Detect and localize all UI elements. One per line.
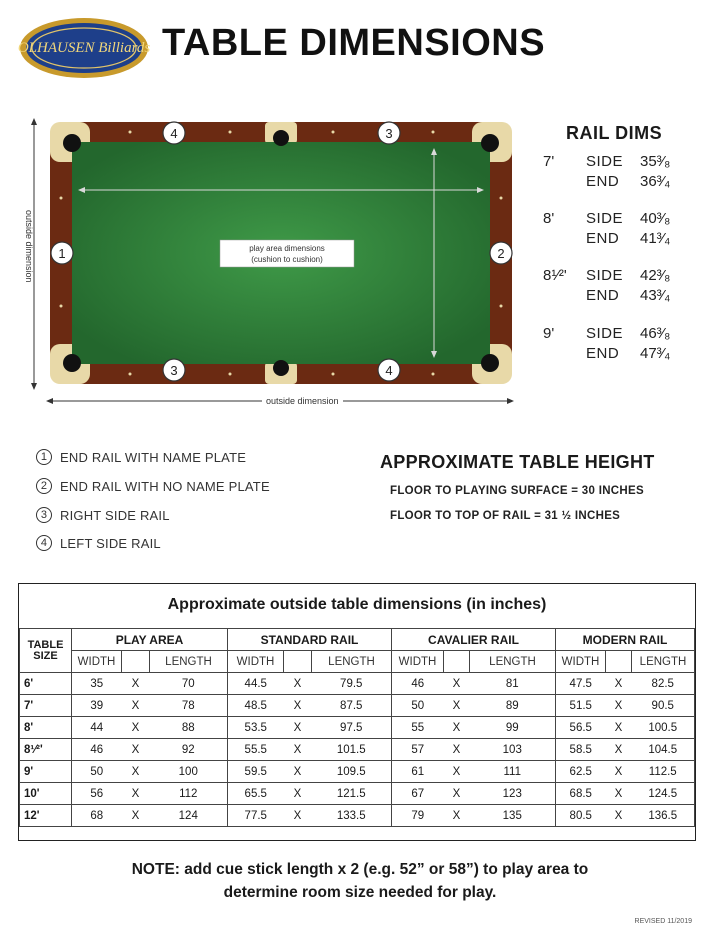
table-size-cell: 10'	[20, 783, 72, 805]
width-cell: 50	[392, 695, 444, 717]
height-top-of-rail: FLOOR TO TOP OF RAIL = 31 ½ INCHES	[390, 510, 621, 522]
times-cell: X	[606, 783, 632, 805]
times-cell: X	[122, 805, 150, 827]
width-cell: 51.5	[556, 695, 606, 717]
table-row	[20, 739, 695, 761]
rail-dims-side-label: SIDE	[586, 267, 624, 284]
length-cell: 92	[150, 739, 228, 761]
dimensions-grid	[19, 628, 695, 827]
table-row	[20, 717, 695, 739]
width-cell: 79	[392, 805, 444, 827]
table-size-cell: 7'	[20, 695, 72, 717]
length-cell: 136.5	[632, 805, 695, 827]
dimensions-body	[20, 673, 695, 827]
times-cell: X	[444, 805, 470, 827]
times-cell: X	[284, 783, 312, 805]
group-header: PLAY AREA	[72, 629, 228, 651]
legend-number: 3	[36, 507, 52, 523]
rail-dims-side-value: 46³⁄₈	[640, 325, 671, 342]
length-cell: 82.5	[632, 673, 695, 695]
width-cell: 58.5	[556, 739, 606, 761]
rail-marker-top-left: 4	[170, 126, 178, 141]
rail-marker-right-end: 2	[497, 246, 505, 261]
pocket	[481, 354, 499, 372]
times-cell: X	[122, 739, 150, 761]
legend-label: LEFT SIDE RAIL	[60, 535, 161, 551]
rail-dims-side-label: SIDE	[586, 325, 624, 342]
width-cell: 50	[72, 761, 122, 783]
length-cell: 87.5	[312, 695, 392, 717]
legend-item	[36, 478, 270, 494]
table-size-cell: 8'	[20, 717, 72, 739]
table-row	[20, 695, 695, 717]
times-cell: X	[444, 761, 470, 783]
times-cell: X	[444, 695, 470, 717]
logo-text: OLHAUSEN Billiards	[18, 40, 150, 56]
times-cell: X	[606, 739, 632, 761]
rail-dims-size: 8¹⁄²'	[543, 267, 567, 284]
table-row	[20, 761, 695, 783]
size-header: TABLE SIZE	[20, 629, 72, 673]
length-cell: 133.5	[312, 805, 392, 827]
times-cell: X	[284, 739, 312, 761]
rail-dims-side-value: 35³⁄₈	[640, 153, 671, 170]
rail-dims-end-label: END	[586, 230, 620, 247]
rail-dims-side-value: 42³⁄₈	[640, 267, 671, 284]
length-cell: 89	[470, 695, 556, 717]
table-size-cell: 6'	[20, 673, 72, 695]
width-header: WIDTH	[392, 651, 444, 673]
length-cell: 109.5	[312, 761, 392, 783]
width-cell: 44.5	[228, 673, 284, 695]
times-cell: X	[444, 783, 470, 805]
times-cell: X	[606, 761, 632, 783]
pocket	[481, 134, 499, 152]
times-cell: X	[606, 695, 632, 717]
table-size-cell: 8¹⁄²'	[20, 739, 72, 761]
note-line2: determine room size needed for play.	[223, 884, 497, 901]
rail-dims-end-value: 36³⁄₄	[640, 173, 671, 190]
times-cell: X	[284, 717, 312, 739]
times-cell: X	[444, 739, 470, 761]
length-cell: 135	[470, 805, 556, 827]
rail-dims-end-value: 43³⁄₄	[640, 287, 671, 304]
pocket	[273, 360, 289, 376]
rail-dims-size: 7'	[543, 153, 555, 170]
length-cell: 121.5	[312, 783, 392, 805]
table-size-cell: 12'	[20, 805, 72, 827]
length-cell: 78	[150, 695, 228, 717]
width-cell: 46	[72, 739, 122, 761]
dimensions-table	[18, 583, 696, 841]
length-cell: 123	[470, 783, 556, 805]
length-cell: 100	[150, 761, 228, 783]
length-cell: 97.5	[312, 717, 392, 739]
times-cell: X	[284, 695, 312, 717]
rail-marker-top-right: 3	[385, 126, 393, 141]
table-row	[20, 805, 695, 827]
rail-marker-bottom-left: 3	[170, 363, 178, 378]
length-cell: 103	[470, 739, 556, 761]
times-cell: X	[122, 783, 150, 805]
width-cell: 46	[392, 673, 444, 695]
group-header: CAVALIER RAIL	[392, 629, 556, 651]
width-cell: 44	[72, 717, 122, 739]
width-cell: 68	[72, 805, 122, 827]
times-cell: X	[284, 805, 312, 827]
times-cell: X	[284, 673, 312, 695]
rail-dims-side-label: SIDE	[586, 210, 624, 227]
rail-dims-title: RAIL DIMS	[566, 123, 663, 143]
times-cell: X	[444, 717, 470, 739]
table-size-cell: 9'	[20, 761, 72, 783]
table-height-title: APPROXIMATE TABLE HEIGHT	[380, 452, 655, 472]
length-cell: 112.5	[632, 761, 695, 783]
length-cell: 79.5	[312, 673, 392, 695]
length-cell: 70	[150, 673, 228, 695]
times-cell: X	[606, 673, 632, 695]
legend-number: 4	[36, 535, 52, 551]
note	[60, 858, 660, 904]
page-title: TABLE DIMENSIONS	[162, 22, 546, 64]
length-cell: 88	[150, 717, 228, 739]
width-cell: 57	[392, 739, 444, 761]
width-cell: 62.5	[556, 761, 606, 783]
width-cell: 53.5	[228, 717, 284, 739]
times-cell: X	[444, 673, 470, 695]
length-cell: 90.5	[632, 695, 695, 717]
legend-item	[36, 449, 246, 465]
length-cell: 99	[470, 717, 556, 739]
length-cell: 124.5	[632, 783, 695, 805]
length-cell: 112	[150, 783, 228, 805]
pocket	[63, 354, 81, 372]
rail-dims-end-value: 41³⁄₄	[640, 230, 671, 247]
legend-label: END RAIL WITH NO NAME PLATE	[60, 478, 270, 494]
pocket	[63, 134, 81, 152]
rail-marker-bottom-right: 4	[385, 363, 393, 378]
width-header: WIDTH	[72, 651, 122, 673]
rail-dims-end-value: 47³⁄₄	[640, 345, 671, 362]
group-header: STANDARD RAIL	[228, 629, 392, 651]
length-cell: 81	[470, 673, 556, 695]
pocket	[273, 130, 289, 146]
width-cell: 77.5	[228, 805, 284, 827]
length-header: LENGTH	[150, 651, 228, 673]
height-playing-surface: FLOOR TO PLAYING SURFACE = 30 INCHES	[390, 485, 644, 497]
legend-number: 2	[36, 478, 52, 494]
rail-dims-size: 8'	[543, 210, 555, 227]
table-caption: Approximate outside table dimensions (in inches)	[167, 596, 547, 613]
legend-number: 1	[36, 449, 52, 465]
times-cell: X	[122, 717, 150, 739]
width-cell: 65.5	[228, 783, 284, 805]
revised-date: REVISED 11/2019	[634, 918, 692, 925]
note-line1: NOTE: add cue stick length x 2 (e.g. 52” or 58”) to play area to	[131, 861, 589, 878]
legend-item	[36, 507, 170, 523]
length-header: LENGTH	[470, 651, 556, 673]
play-area-label-line2: (cushion to cushion)	[251, 255, 323, 264]
times-cell: X	[606, 717, 632, 739]
length-header: LENGTH	[632, 651, 695, 673]
length-cell: 101.5	[312, 739, 392, 761]
width-cell: 48.5	[228, 695, 284, 717]
times-cell: X	[606, 805, 632, 827]
width-cell: 55.5	[228, 739, 284, 761]
length-cell: 124	[150, 805, 228, 827]
pool-table-diagram	[0, 0, 540, 420]
group-header: MODERN RAIL	[556, 629, 695, 651]
width-cell: 68.5	[556, 783, 606, 805]
times-cell: X	[284, 761, 312, 783]
width-cell: 39	[72, 695, 122, 717]
times-cell: X	[122, 695, 150, 717]
width-cell: 80.5	[556, 805, 606, 827]
width-cell: 55	[392, 717, 444, 739]
length-cell: 104.5	[632, 739, 695, 761]
width-cell: 61	[392, 761, 444, 783]
rail-dims-end-label: END	[586, 173, 620, 190]
rail-dims-end-label: END	[586, 345, 620, 362]
rail-dims-side-value: 40³⁄₈	[640, 210, 671, 227]
play-area-label-line1: play area dimensions	[249, 244, 325, 253]
rail-marker-left-end: 1	[58, 246, 66, 261]
width-cell: 47.5	[556, 673, 606, 695]
table-row	[20, 673, 695, 695]
length-cell: 111	[470, 761, 556, 783]
width-header: WIDTH	[228, 651, 284, 673]
outside-dimension-horizontal-label: outside dimension	[262, 396, 343, 406]
legend-label: RIGHT SIDE RAIL	[60, 507, 170, 523]
legend-item	[36, 535, 161, 551]
width-cell: 35	[72, 673, 122, 695]
width-cell: 67	[392, 783, 444, 805]
table-row	[20, 783, 695, 805]
outside-dimension-vertical-label: outside dimension	[24, 210, 34, 283]
times-cell: X	[122, 673, 150, 695]
legend-label: END RAIL WITH NAME PLATE	[60, 449, 247, 465]
rail-dims-end-label: END	[586, 287, 620, 304]
width-header: WIDTH	[556, 651, 606, 673]
rail-dims-size: 9'	[543, 325, 555, 342]
width-cell: 59.5	[228, 761, 284, 783]
width-cell: 56.5	[556, 717, 606, 739]
length-header: LENGTH	[312, 651, 392, 673]
length-cell: 100.5	[632, 717, 695, 739]
times-cell: X	[122, 761, 150, 783]
rail-dims-side-label: SIDE	[586, 153, 624, 170]
width-cell: 56	[72, 783, 122, 805]
